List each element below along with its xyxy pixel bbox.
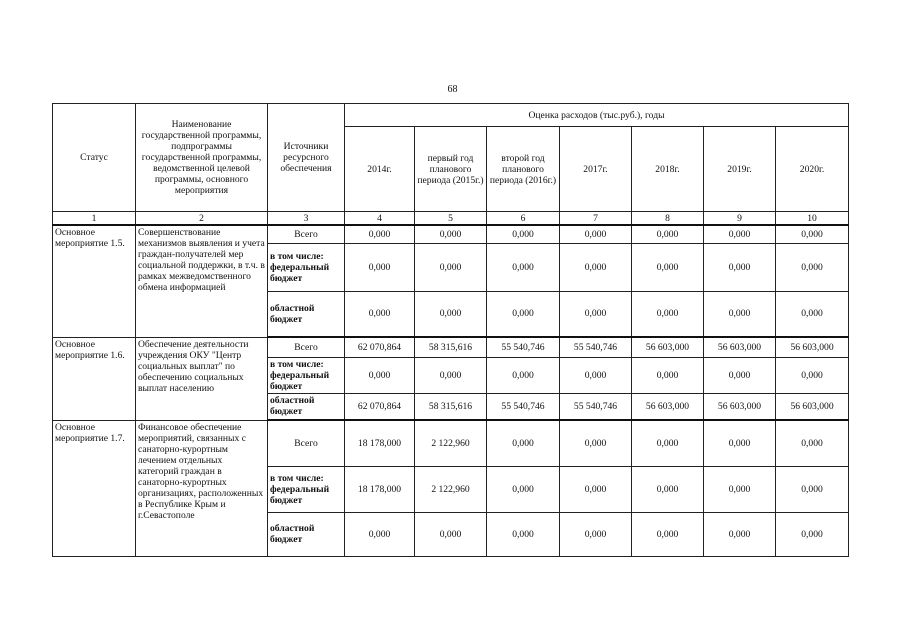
- value-cell: 0,000: [415, 225, 487, 243]
- value-cell: 0,000: [560, 291, 632, 337]
- value-cell: 0,000: [632, 420, 704, 466]
- row-name: Совершенствование механизмов выявления и учета граждан-получателей мер социальной поддержки, в т.ч. в рамках межведомственного обмена информацией: [136, 225, 268, 337]
- value-cell: 0,000: [560, 357, 632, 393]
- column-number: 6: [487, 212, 560, 226]
- value-cell: 2 122,960: [415, 420, 487, 466]
- value-cell: 0,000: [560, 466, 632, 512]
- value-cell: 0,000: [776, 243, 849, 291]
- value-cell: 0,000: [704, 357, 776, 393]
- value-cell: 56 603,000: [776, 393, 849, 420]
- value-cell: 56 603,000: [632, 393, 704, 420]
- column-number: 8: [632, 212, 704, 226]
- value-cell: 56 603,000: [776, 337, 849, 357]
- column-number: 4: [345, 212, 415, 226]
- header-year: первый год планового периода (2015г.): [415, 127, 487, 212]
- column-number: 5: [415, 212, 487, 226]
- source-total: Всего: [268, 337, 345, 357]
- value-cell: 0,000: [632, 291, 704, 337]
- value-cell: 56 603,000: [704, 393, 776, 420]
- column-number: 2: [136, 212, 268, 226]
- value-cell: 0,000: [487, 512, 560, 556]
- value-cell: 0,000: [704, 466, 776, 512]
- value-cell: 56 603,000: [632, 337, 704, 357]
- column-number: 7: [560, 212, 632, 226]
- value-cell: 0,000: [776, 466, 849, 512]
- value-cell: 0,000: [632, 357, 704, 393]
- value-cell: 0,000: [487, 357, 560, 393]
- column-number: 10: [776, 212, 849, 226]
- source-regional: областной бюджет: [268, 393, 345, 420]
- value-cell: 0,000: [345, 357, 415, 393]
- value-cell: 55 540,746: [487, 393, 560, 420]
- value-cell: 0,000: [415, 243, 487, 291]
- row-name: Обеспечение деятельности учреждения ОКУ "Центр социальных выплат" по обеспечению социальных выплат населению: [136, 337, 268, 420]
- value-cell: 55 540,746: [560, 393, 632, 420]
- value-cell: 18 178,000: [345, 466, 415, 512]
- header-sources: Источники ресурсного обеспечения: [268, 104, 345, 212]
- value-cell: 0,000: [345, 512, 415, 556]
- value-cell: 62 070,864: [345, 393, 415, 420]
- source-regional: областной бюджет: [268, 291, 345, 337]
- value-cell: 55 540,746: [560, 337, 632, 357]
- value-cell: 0,000: [704, 225, 776, 243]
- value-cell: 0,000: [345, 243, 415, 291]
- value-cell: 0,000: [415, 512, 487, 556]
- value-cell: 0,000: [560, 420, 632, 466]
- row-status: Основное мероприятие 1.7.: [53, 420, 136, 556]
- value-cell: 0,000: [704, 243, 776, 291]
- value-cell: 0,000: [704, 291, 776, 337]
- row-status: Основное мероприятие 1.5.: [53, 225, 136, 337]
- value-cell: 2 122,960: [415, 466, 487, 512]
- value-cell: 58 315,616: [415, 393, 487, 420]
- value-cell: 0,000: [487, 291, 560, 337]
- value-cell: 0,000: [415, 291, 487, 337]
- value-cell: 58 315,616: [415, 337, 487, 357]
- value-cell: 0,000: [632, 243, 704, 291]
- page-number: 68: [447, 84, 458, 95]
- header-status: Статус: [53, 104, 136, 212]
- value-cell: 0,000: [345, 225, 415, 243]
- header-year: 2018г.: [632, 127, 704, 212]
- header-year: 2020г.: [776, 127, 849, 212]
- value-cell: 0,000: [487, 466, 560, 512]
- value-cell: 0,000: [632, 225, 704, 243]
- value-cell: 18 178,000: [345, 420, 415, 466]
- expenses-table: [52, 103, 849, 557]
- column-number: 9: [704, 212, 776, 226]
- source-total: Всего: [268, 420, 345, 466]
- value-cell: 0,000: [632, 512, 704, 556]
- value-cell: 0,000: [487, 225, 560, 243]
- column-number: 3: [268, 212, 345, 226]
- header-name: Наименование государственной программы, подпрограммы государственной программы, ведомственной целевой программы, основного мероприятия: [136, 104, 268, 212]
- value-cell: 0,000: [345, 291, 415, 337]
- row-status: Основное мероприятие 1.6.: [53, 337, 136, 420]
- value-cell: 0,000: [704, 420, 776, 466]
- row-name: Финансовое обеспечение мероприятий, связанных с санаторно-курортным лечением отдельных категорий граждан в санаторно-курортных организациях, расположенных в Республике Крым и г.Севастополе: [136, 420, 268, 556]
- value-cell: 0,000: [776, 357, 849, 393]
- value-cell: 55 540,746: [487, 337, 560, 357]
- header-year: 2014г.: [345, 127, 415, 212]
- header-year: второй год планового периода (2016г.): [487, 127, 560, 212]
- value-cell: 0,000: [776, 420, 849, 466]
- value-cell: 0,000: [704, 512, 776, 556]
- value-cell: 0,000: [776, 512, 849, 556]
- value-cell: 0,000: [560, 512, 632, 556]
- source-regional: областной бюджет: [268, 512, 345, 556]
- value-cell: 0,000: [487, 420, 560, 466]
- value-cell: 0,000: [776, 291, 849, 337]
- value-cell: 0,000: [560, 225, 632, 243]
- value-cell: 0,000: [487, 243, 560, 291]
- value-cell: 62 070,864: [345, 337, 415, 357]
- header-year: 2019г.: [704, 127, 776, 212]
- header-year: 2017г.: [560, 127, 632, 212]
- value-cell: 0,000: [776, 225, 849, 243]
- source-federal: в том числе: федеральный бюджет: [268, 466, 345, 512]
- column-number: 1: [53, 212, 136, 226]
- value-cell: 0,000: [632, 466, 704, 512]
- source-federal: в том числе: федеральный бюджет: [268, 243, 345, 291]
- value-cell: 56 603,000: [704, 337, 776, 357]
- source-total: Всего: [268, 225, 345, 243]
- value-cell: 0,000: [415, 357, 487, 393]
- value-cell: 0,000: [560, 243, 632, 291]
- source-federal: в том числе: федеральный бюджет: [268, 357, 345, 393]
- header-estimate: Оценка расходов (тыс.руб.), годы: [345, 104, 849, 127]
